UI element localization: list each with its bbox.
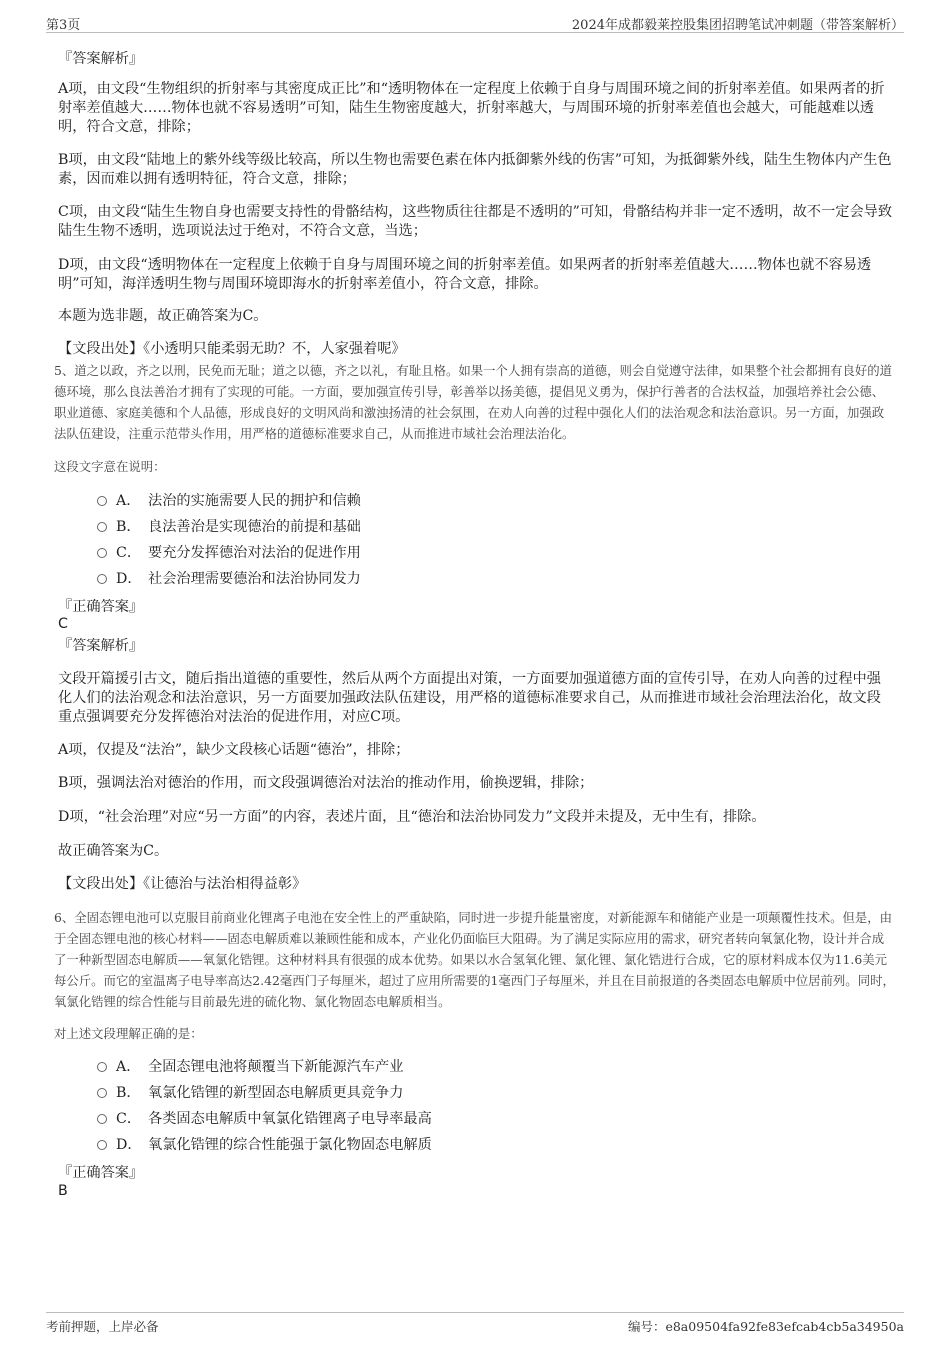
radio-button[interactable] bbox=[97, 1140, 107, 1150]
option-d[interactable]: D． 氧氯化锆锂的综合性能强于氯化物固态电解质 bbox=[97, 1136, 857, 1154]
option-a[interactable]: A． 法治的实施需要人民的拥护和信赖 bbox=[97, 492, 857, 510]
page-footer bbox=[46, 1312, 904, 1333]
radio-button[interactable] bbox=[97, 548, 107, 558]
option-b[interactable]: B． 良法善治是实现德治的前提和基础 bbox=[97, 518, 857, 536]
analysis-paragraph: A项，仅提及“法治”，缺少文段核心话题“德治”，排除； bbox=[58, 742, 410, 758]
option-a[interactable]: A． 全固态锂电池将颠覆当下新能源汽车产业 bbox=[97, 1058, 857, 1076]
option-d[interactable]: D． 社会治理需要德治和法治协同发力 bbox=[97, 570, 857, 588]
analysis-conclusion: 本题为选非题，故正确答案为C。 bbox=[58, 308, 268, 324]
question-prompt: 对上述文段理解正确的是： bbox=[54, 1026, 203, 1041]
document-code: 编号：e8a09504fa92fe83efcab4cb5a34950a bbox=[627, 1319, 904, 1334]
analysis-label: 『答案解析』 bbox=[58, 638, 144, 654]
correct-answer-label: 『正确答案』 bbox=[58, 599, 144, 615]
radio-button[interactable] bbox=[97, 522, 107, 532]
analysis-paragraph: B项，强调法治对德治的作用，而文段强调德治对法治的推动作用，偷换逻辑，排除； bbox=[58, 775, 594, 791]
passage-source: 【文段出处】《小透明只能柔弱无助？不，人家强着呢》 bbox=[58, 341, 406, 357]
analysis-conclusion: 故正确答案为C。 bbox=[58, 843, 169, 859]
option-c[interactable]: C． 要充分发挥德治对法治的促进作用 bbox=[97, 544, 857, 562]
analysis-paragraph: D项，由文段“透明物体在一定程度上依赖于自身与周围环境之间的折射率差值。如果两者的折射率差值越大……物体也就不容易透明”可知，海洋透明生物与周围环境即海水的折射率差值小，符合文意，排除。 bbox=[58, 257, 872, 292]
radio-button[interactable] bbox=[97, 1062, 107, 1072]
analysis-paragraph: D项，“社会治理”对应“另一方面”的内容，表述片面，且“德治和法治协同发力”文段并未提及，无中生有，排除。 bbox=[58, 809, 766, 825]
option-b[interactable]: B． 氧氯化锆锂的新型固态电解质更具竞争力 bbox=[97, 1084, 857, 1102]
analysis-paragraph: A项，由文段“生物组织的折射率与其密度成正比”和“透明物体在一定程度上依赖于自身与周围环境之间的折射率差值。如果两者的折射率差值越大……物体也就不容易透明”可知，陆生生物密度越大，折射率越大，与周围环境的折射率差值也会越大，可能越难以透明，符合文意，排除； bbox=[58, 81, 885, 135]
analysis-label: 『答案解析』 bbox=[58, 51, 144, 67]
radio-button[interactable] bbox=[97, 574, 107, 584]
page-number: 第3页 bbox=[46, 18, 81, 33]
footer-slogan: 考前押题，上岸必备 bbox=[46, 1319, 159, 1334]
correct-answer: B bbox=[58, 1183, 68, 1199]
correct-answer: C bbox=[58, 616, 68, 632]
question-text: 5、道之以政，齐之以刑，民免而无耻；道之以德，齐之以礼，有耻且格。如果一个人拥有崇高的道德，则会自觉遵守法律，如果整个社会都拥有良好的道德环境，那么良法善治才拥有了实现的可能。一方面，要加强宣传引导，彰善举以扬美德，提倡见义勇为，保护行善者的合法权益，加强培养社会公德、职业道德、家庭美德和个人品德，形成良好的文明风尚和激浊扬清的社会氛围，在劝人向善的过程中强化人们的法治观念和法治意识。另一方面，加强政法队伍建设，注重示范带头作用，用严格的道德标准要求自己，从而推进市域社会治理法治化。 bbox=[54, 363, 893, 441]
radio-button[interactable] bbox=[97, 496, 107, 506]
document-title: 2024年成都毅莱控股集团招聘笔试冲刺题（带答案解析） bbox=[571, 18, 904, 33]
analysis-paragraph: 文段开篇援引古文，随后指出道德的重要性，然后从两个方面提出对策，一方面要加强道德方面的宣传引导，在劝人向善的过程中强化人们的法治观念和法治意识，另一方面要加强政法队伍建设，用严格的道德标准要求自己，从而推进市域社会治理法治化，故文段重点强调要充分发挥德治对法治的促进作用，对应C项。 bbox=[58, 671, 881, 725]
correct-answer-label: 『正确答案』 bbox=[58, 1165, 144, 1181]
question-text: 6、全固态锂电池可以克服目前商业化锂离子电池在安全性上的严重缺陷，同时进一步提升能量密度，对新能源车和储能产业是一项颠覆性技术。但是，由于全固态锂电池的核心材料——固态电解质难以兼顾性能和成本，产业化仍面临巨大阻碍。为了满足实际应用的需求，研究者转向氧氯化物，设计并合成了一种新型固态电解质——氧氯化锆锂。这种材料具有很强的成本优势。如果以水合氢氧化锂、氯化锂、氯化锆进行合成，它的原材料成本仅为11.6美元每公斤。而它的室温离子电导率高达2.42毫西门子每厘米，超过了应用所需要的1毫西门子每厘米，并且在目前报道的各类固态电解质中位居前列。同时，氧氯化锆锂的综合性能与目前最先进的硫化物、氯化物固态电解质相当。 bbox=[54, 910, 895, 1009]
radio-button[interactable] bbox=[97, 1088, 107, 1098]
analysis-paragraph: B项，由文段“陆地上的紫外线等级比较高，所以生物也需要色素在体内抵御紫外线的伤害”可知，为抵御紫外线，陆生生物体内产生色素，因而难以拥有透明特征，符合文意，排除； bbox=[58, 152, 892, 187]
question-prompt: 这段文字意在说明： bbox=[54, 459, 166, 474]
radio-button[interactable] bbox=[97, 1114, 107, 1124]
analysis-paragraph: C项，由文段“陆生生物自身也需要支持性的骨骼结构，这些物质往往都是不透明的”可知，骨骼结构并非一定不透明，故不一定会导致陆生生物不透明，选项说法过于绝对，不符合文意，当选； bbox=[58, 204, 893, 239]
option-c[interactable]: C． 各类固态电解质中氧氯化锆锂离子电导率最高 bbox=[97, 1110, 857, 1128]
page-header bbox=[46, 14, 904, 33]
passage-source: 【文段出处】《让德治与法治相得益彰》 bbox=[58, 876, 307, 892]
